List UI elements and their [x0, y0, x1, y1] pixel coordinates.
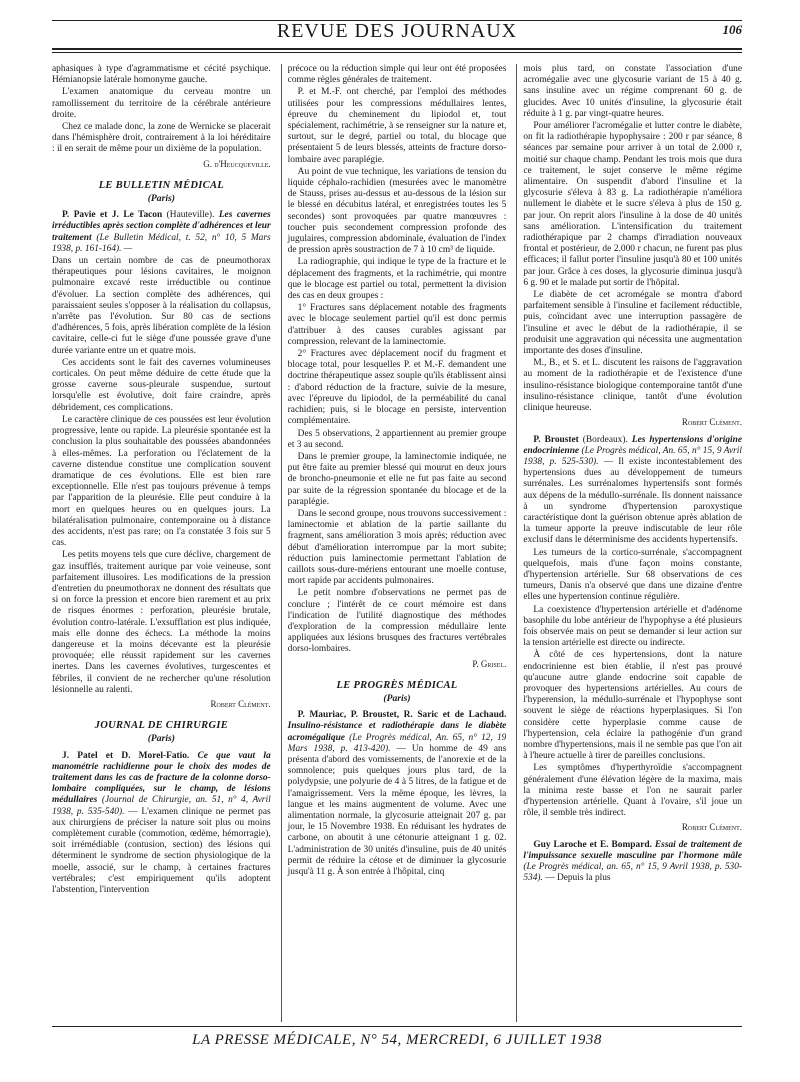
paragraph: Les tumeurs de la cortico-surrénale, s'accompagnent quelquefois, mais d'une façon moins constante, d'hypertension artérielle. Sur 68 observations de ces tumeurs, Danis n'a observé que dans une dizaine d'entre elles une hypertension continue régulière. — [523, 547, 743, 603]
article-body: — Il existe incontestablement des hypertensions dues au développement de tumeurs surrénales. Les surrénalomes hypertensifs sont formés aux dépens de la médullo-surrénale. Ils donnent naissance à un syndrome d'hypertension paroxystique caractéristique dont la guérison obtenue après ablation de la tumeur apporte la preuve indiscutable de leur rôle exclusif dans le déterminisme des accidents hypertensifs. — [523, 456, 743, 546]
paragraph: Pour améliorer l'acromégalie et lutter contre le diabète, on fit la radiothérapie hypophysaire : 200 r par séance, 8 séances par semaine pour arriver à un total de 2.000 r, moitié sur chaque champ. Pendant les trois mois que dura ce traitement, le sujet conserve le même régime alimentaire. On suspendit d'abord l'insuline et la glycosurie s'éleva à 83 g. La radiothérapie n'améliora nullement le diabète et le sucre s'éleva à plus de 150 g. par jour. On reprit alors l'insuline à la dose de 40 unités sans amélioration. L'intensification du traitement radiothérapique par 2 champs d'irradiation nouveaux frontal et postérieur, de 2.000 r chacun, ne furent pas plus efficaces; il fallut porter l'insuline jusqu'à 80 et 100 unités par jour. Grâce à ces doses, la glycosurie diminua jusqu'à 6 g. 90 et le malade put sortir de l'hôpital. — [523, 121, 743, 288]
header-bottom-rule — [52, 48, 742, 50]
column-3 — [516, 64, 742, 1022]
header-bottom-rule-thin — [52, 52, 742, 53]
article-place: (Bordeaux). — [578, 434, 632, 445]
article-authors: P. Pavie et J. Le Tacon — [62, 210, 163, 221]
paragraph: Dans un certain nombre de cas de pneumothorax thérapeutiques pour lésions cavitaires, le moignon pulmonaire excavé reste irréductible ou continue d'évoluer. La section complète des adhérences, qui paraissaient seules s'opposer à la réalisation du collapsus, n'arrête pas l'évolution. Sur 80 cas de sections d'adhérences, 5 fois, après libération complète de la lésion cavitaire, celle-ci fut le siège d'une poussée grave d'une durée variante entre un et quatre mois. — [52, 256, 271, 356]
article-place: (Hauteville). — [162, 210, 219, 221]
article-heading — [523, 435, 742, 547]
signature: Robert Clément. — [210, 698, 271, 709]
article-reference: (Le Progrès médical, an. 65, n° 15, 9 Avril 1938, p. 530-534). — [523, 862, 743, 884]
paragraph: mois plus tard, on constate l'association d'une acromégalie avec une glycosurie variant de 15 à 40 g. sans insuline avec un régime comprenant 60 g. de glucides. Avec 10 unités d'insuline, la glycosurie était réduite à 1 g. par vingt-quatre heures. — [523, 64, 743, 119]
paragraph: Chez ce malade donc, la zone de Wernicke se placerait dans l'hémisphère droit, contrairement à la loi héréditaire : il en serait de même pour un dixième de la population. — [52, 122, 271, 155]
paragraph: 1° Fractures sans déplacement notable des fragments avec le blocage seulement partiel qu'il est donc permis d'attribuer à des causes curables agissant par compression, relevant de la laminectomie. — [287, 303, 507, 347]
section-title-journal-chirurgie: JOURNAL DE CHIRURGIE — [94, 720, 229, 732]
paragraph: La coexistence d'hypertension artérielle et d'adénome basophile du lobe antérieur de l'hypophyse a été plusieurs fois observée mais on peut se demander si leur action sur la tension artérielle est directe ou indirecte. — [523, 604, 743, 649]
paragraph: 2° Fractures avec déplacement nocif du fragment et blocage total, pour lesquelles P. et M.-F. demandent une doctrine thérapeutique assez souple qu'ils établissent ainsi : d'abord réduction de la fracture, suivie de la mesure, avec l'épreuve du lipiodol, de la perméabilité du canal rachidien; puis, si le blocage en persiste, intervention complémentaire. — [287, 349, 507, 427]
article-body: — Un homme de 49 ans présenta d'abord des vomissements, de l'anorexie et de la somnolence; puis quelques jours plus tard, de la polydypsie, une polyurie de 4 à 5 litres, de la fatigue et de l'amaigrissement. Vers la même époque, les lèvres, la langue et les mains augmentent de volume. Avec une alimentation normale, la glycosurie atteignait 207 g. par jour, le 15 Novembre 1938. En réduisant les hydrates de carbone, on aboutit à une cétonurie atteignant 1 g. 02. L'administration de 30 unités d'insuline, puis de 40 unités permit de réduire la cétose et de diminuer la glycosurie jusqu'à 11 g. À son entrée à l'hôpital, cinq — [287, 743, 507, 878]
article-title: Essai de traitement de l'impuissance sexuelle masculine par l'hormone mâle — [523, 839, 743, 861]
article-reference: (Le Progrès médical, An. 65, n° 12, 19 Mars 1938, p. 413-420). — [287, 732, 507, 754]
article-title: Ce que vaut la manométrie rachidienne pour le choix des modes de traitement dans les cas de fracture de la colonne dorso-lombaire compliquées, sur le champ, de lésions médullaires — [52, 750, 271, 806]
article-reference: (Le Progrès médical, An. 65, n° 15, 9 Avril 1938, p. 525-530). — [523, 445, 743, 467]
paragraph: Le caractère clinique de ces poussées est leur évolution progressive, lente ou rapide. La pleurésie spontanée est la conclusion la plus souhaitable des poussées abandonnées à elles-mêmes. La perforation ou l'éclatement de la caverne distendue constitue une complication souvent dramatique de ces évolutions. Elle est bien rare exceptionnelle. Elle n'est pas toujours prévenue à temps par l'apparition de la pleurésie. Elle peut conduire à la mort en quelques heures ou en quelques jours. La bilatéralisation pulmonaire, contemporaine ou à distance des accidents, n'est pas rare; on l'a constatée 3 fois sur 5 cas. — [52, 414, 271, 549]
page-header — [52, 14, 742, 58]
section-subtitle: (Paris) — [383, 692, 411, 704]
signature: G. d'Heucqueville. — [203, 158, 271, 169]
article-body: — Depuis la plus — [542, 873, 611, 884]
paragraph: Dans le premier groupe, la laminectomie indiquée, ne put être faite au premier blessé qui mourut en deux jours de broncho-pneumonie et elle ne fut pas faite au second par suite de la régression spontanée du blocage et de la paraplégie. — [287, 451, 507, 507]
paragraph: Le diabète de cet acromégale se montra d'abord parfaitement sensible à l'insuline et facilement réductible, puis, coïncidant avec une interruption passagère de l'insuline et avec le début de la radiothérapie, il se produisit une aggravation qui nécessita une augmentation importante des doses d'insuline. — [523, 290, 743, 357]
article-authors: Guy Laroche et E. Bompard. — [533, 839, 652, 850]
paragraph: Des 5 observations, 2 appartiennent au premier groupe et 3 au second. — [287, 428, 507, 450]
article-heading — [52, 751, 271, 897]
article-authors: J. Patel et D. Morel-Fatio. — [62, 750, 190, 761]
article-heading — [288, 710, 507, 878]
paragraph: précoce ou la réduction simple qui leur ont été proposées comme règles générales de traitement. — [287, 64, 507, 86]
paragraph: Au point de vue technique, les variations de tension du liquide céphalo-rachidien (mesurées avec le manomètre de Stauss, prises au-dessus et au-dessous de la lésion sur le blessé en décubitus latéral, et enregistrées toutes les 5 secondes) sont provoquées par quatre manœuvres : toucher puis secondement compression profonde des jugulaires, compression abdominale, évaluation de l'index de pression après soustraction de 7 à 10 cm³ de liquide. — [287, 166, 507, 256]
running-title: REVUE DES JOURNAUX — [276, 20, 518, 42]
paragraph: Dans le second groupe, nous trouvons successivement : laminectomie et ablation de la partie saillante du fragment, sans amélioration 3 mois après; réduction avec début d'amélioration interrompue par la mort subite; réduction puis laminectomie permettant l'ablation de caillots sous-dure-mériens entourant une moelle contuse, mort rapide par accidents pulmonaires. — [287, 508, 507, 587]
article-body: — L'examen clinique ne permet pas aux chirurgiens de préciser la nature soit plus ou moins complètement curable (commotion, œdème, hémorragie), soit irrémédiable (contusion, section) des lésions qui déterminent le syndrome de section physiologique de la moelle, associé, sur le champ, à certaines fractures vertébrales; c'est empiriquement qu'ils adoptent l'abstention, l'intervention — [52, 806, 271, 896]
page-number: 106 — [722, 22, 742, 37]
article-title: Les cavernes irréductibles après section complète d'adhérences et leur traitement — [52, 210, 271, 243]
paragraph: Les symptômes d'hyperthyroïdie s'accompagnent généralement d'une élévation légère de la maxima, mais la minima reste basse et l'on ne saurait parler d'hypertension artérielle. Quant à l'ovaire, s'il joue un rôle, il semble très indirect. — [523, 763, 743, 819]
section-subtitle: (Paris) — [147, 733, 175, 745]
article-reference: (Journal de Chirurgie, an. 51, n° 4, Avril 1938, p. 535-540). — [52, 795, 271, 817]
paragraph: Le petit nombre d'observations ne permet pas de conclure ; l'intérêt de ce court mémoire est dans l'indication de l'utilité diagnostique des méthodes d'exploration de la compression médullaire lente appliquées aux lésions brusques des fractures vertébrales dorso-lombaires. — [287, 588, 507, 655]
section-title-progres-medical: LE PROGRÈS MÉDICAL — [336, 679, 458, 691]
article-title: Les hypertensions d'origine endocrinienne — [523, 434, 743, 456]
article-reference: (Le Bulletin Médical, t. 52, n° 10, 5 Mars 1938, p. 161-164). — — [52, 232, 271, 254]
footer-rule — [52, 1026, 742, 1027]
column-2 — [281, 64, 507, 1022]
paragraph: P. et M.-F. ont cherché, par l'emploi des méthodes utilisées pour les compressions médullaires lentes, épreuve du cheminement du lipiodol et, tout spécialement, rachimétrie, à se renseigner sur la nature et, surtout, sur le degré, partiel ou total, du blocage que présentaient 5 de leurs blessés, atteints de fracture dorso-lombaire avec paraplégie. — [287, 87, 507, 165]
paragraph: La radiographie, qui indique le type de la fracture et le déplacement des fragments, et la rachimétrie, qui montre que le blocage est partiel ou total, permettent la division des cas en deux groupes : — [287, 257, 507, 302]
text-columns — [52, 64, 742, 1022]
signature: Robert Clément. — [681, 822, 743, 833]
signature: Robert Clément. — [681, 417, 743, 428]
section-title-bulletin-medical: LE BULLETIN MÉDICAL — [98, 179, 224, 191]
paragraph: M., B., et S. et L. discutent les raisons de l'aggravation au moment de la radiothérapie et de l'existence d'une insulino-résistance biologique contemporaine tantôt d'une insulino-résistance clinique, tantôt d'une évolution clinique heureuse. — [523, 358, 743, 414]
column-1 — [52, 64, 271, 1022]
section-subtitle: (Paris) — [147, 193, 175, 205]
paragraph: Les petits moyens tels que cure déclive, chargement de gaz insufflés, traitement aurique par voie veineuse, sont parfaitement illusoires. Les modifications de la pression d'entretien du pneumothorax ne donnent des résultats que si on force la pression et encore bien rarement et au prix de risques énormes : perforation, pleurésie brutale, évolution contro-latérale. L'exsufflation est plus indiquée, mais elle donne des échecs. La méthode la moins dangereuse et la moins décevante est la pleurésie provoquée; elle réussit rapidement sur les cavernes inertes. Dans les cavernes évolutives, turgescentes et fébriles, il convient de ne rechercher qu'une résolution lésionnelle au ralenti. — [52, 550, 271, 695]
paragraph: aphasiques à type d'agrammatisme et cécité psychique. Hémianopsie latérale homonyme gauche. — [52, 64, 271, 86]
paragraph: L'examen anatomique du cerveau montre un ramollissement du territoire de la cérébrale antérieure droite. — [52, 87, 271, 120]
article-authors: P. Mauriac, P. Broustet, R. Saric et de Lachaud. — [297, 710, 507, 721]
article-authors: P. Broustet — [533, 434, 579, 445]
article-heading — [52, 210, 271, 255]
paragraph: Ces accidents sont le fait des cavernes volumineuses corticales. On peut même déduire de cette étude que la grosse caverne sous-pleurale suspendue, surtout lorsqu'elle est évolutive, doit faire craindre, après débridement, ces complications. — [52, 357, 271, 413]
signature: P. Grisel. — [472, 658, 507, 669]
article-heading — [523, 840, 742, 885]
article-title: Insulino-résistance et radiothérapie dans le diabète acromégalique — [287, 721, 507, 743]
paragraph: À côté de ces hypertensions, dont la nature endocrinienne est bien établie, il n'est pas prouvé qu'aucune autre glande endocrine soit capable de provoquer des hypertensions artérielles. Au cours de l'hyperension, la médullo-surrénale et l'hypophyse sont souvent le siège de réactions hyperplasiques. Si l'on considère cette hyperplasie comme cause de l'hypertension, cela éclaire la pathogénie d'un grand nombre d'hypertensions, mais il ne semble pas que l'on ait à l'heure actuelle à tirer de pareilles conclusions. — [523, 650, 743, 762]
page-footer: LA PRESSE MÉDICALE, N° 54, MERCREDI, 6 JUILLET 1938 — [192, 1032, 602, 1048]
